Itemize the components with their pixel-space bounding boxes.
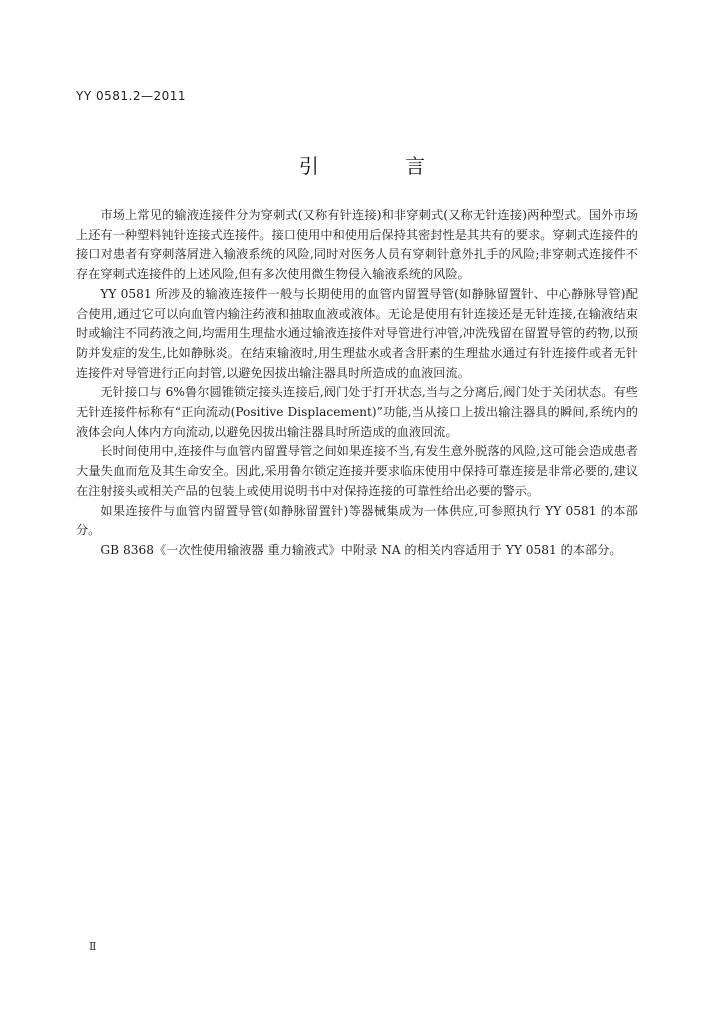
standard-code: YY 0581.2—2011 — [76, 89, 187, 103]
paragraph: GB 8368《一次性使用输液器 重力输液式》中附录 NA 的相关内容适用于 YY 0581 的本部分。 — [100, 542, 622, 557]
paragraph: 无针接口与 6%鲁尔圆锥锁定接头连接后,阀门处于打开状态,当与之分离后,阀门处于关闭状态。有些无针连接件标称有“正向流动(Positive Displacement)”功能,当从接口上拔出输注器具的瞬间,系统内的液体会向人体内方向流动,以避免因拔出输注器具时所造成的血液回流。 — [76, 385, 638, 439]
paragraph: 市场上常见的输液连接件分为穿刺式(又称有针连接)和非穿刺式(又称无针连接)两种型式。国外市场上还有一种塑料钝针连接式连接件。接口使用中和使用后保持其密封性是其共有的要求。穿刺式连接件的接口对患者有穿刺落屑进入输液系统的风险,同时对医务人员有穿刺针意外扎手的风险;非穿刺式连接件不存在穿刺式连接件的上述风险,但有多次使用微生物侵入输液系统的风险。 — [76, 208, 638, 282]
paragraph: 长时间使用中,连接件与血管内留置导管之间如果连接不当,有发生意外脱落的风险,这可能会造成患者大量失血而危及其生命安全。因此,采用鲁尔锁定连接并要求临床使用中保持可靠连接是非常必要的,建议在注射接头或相关产品的包装上或使用说明书中对保持连接的可靠性给出必要的警示。 — [76, 444, 638, 498]
body-text — [76, 206, 638, 561]
section-title: 引 言 — [298, 154, 466, 178]
paragraph: 如果连接件与血管内留置导管(如静脉留置针)等器械集成为一体供应,可参照执行 YY 0581 的本部分。 — [76, 503, 638, 538]
paragraph: YY 0581 所涉及的输液连接件一般与长期使用的血管内留置导管(如静脉留置针、中心静脉导管)配合使用,通过它可以向血管内输注药液和抽取血液或液体。无论是使用有针连接还是无针连接,在输液结束时或输注不同药液之间,均需用生理盐水通过输液连接件对导管进行冲管,冲洗残留在留置导管的药物,以预防并发症的发生,比如静脉炎。在结束输液时,用生理盐水或者含肝素的生理盐水通过有针连接件或者无针连接件对导管进行正向封管,以避免因拔出输注器具时所造成的血液回流。 — [76, 286, 638, 380]
page-number: Ⅱ — [89, 940, 97, 953]
